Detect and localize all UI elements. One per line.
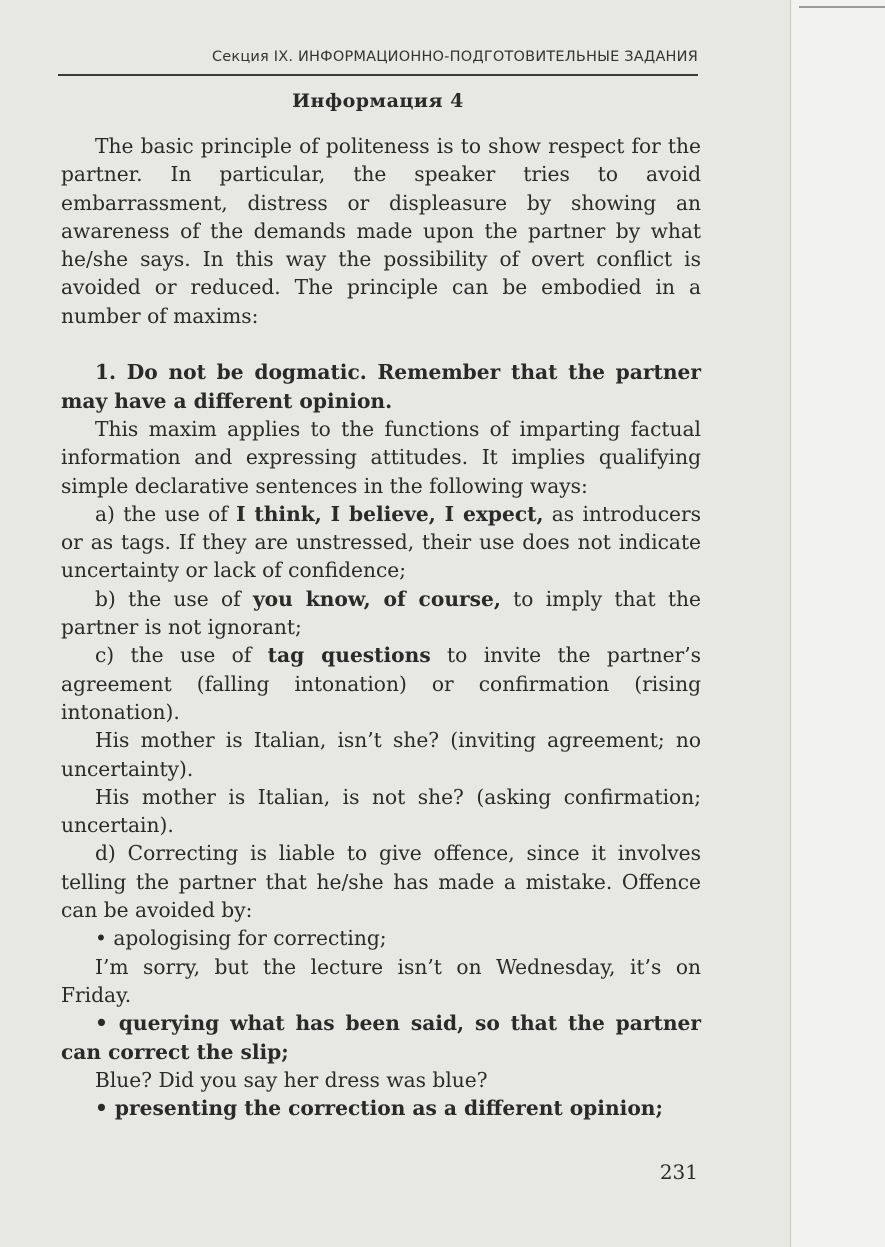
page-number: 231 bbox=[659, 1160, 698, 1184]
item-c-post: to invite the partner’s agreement (falling intonation) or confirmation (rising intonation). bbox=[61, 643, 701, 724]
item-a bbox=[61, 500, 701, 585]
example-2: His mother is Italian, is not she? (asking confirmation; uncertain). bbox=[61, 784, 701, 838]
item-c bbox=[61, 641, 701, 726]
maxim-1-heading bbox=[61, 358, 701, 415]
item-b-post: to imply that the partner is not ignorant; bbox=[61, 586, 701, 640]
item-a-bold: I think, I believe, I expect, bbox=[236, 501, 544, 526]
bullet-2-text: • querying what has been said, so that the partner can correct the slip; bbox=[61, 1011, 701, 1064]
bullet-3 bbox=[61, 1094, 701, 1122]
example-1: His mother is Italian, isn’t she? (inviting agreement; no uncertainty). bbox=[61, 728, 701, 781]
example-4: Blue? Did you say her dress was blue? bbox=[95, 1067, 488, 1092]
item-b bbox=[61, 585, 701, 642]
item-d: d) Correcting is liable to give offence, since it involves telling the partner that he/she has made a mistake. Offence can be avoided by: bbox=[61, 841, 701, 923]
section-title: Информация 4 bbox=[292, 90, 464, 112]
bullet-2 bbox=[61, 1009, 701, 1066]
item-a-pre: a) the use of bbox=[95, 501, 237, 526]
maxim-1-paragraph: This maxim applies to the functions of imparting factual information and expressing attitudes. It implies qualifying simple declarative sentences in the following ways: bbox=[61, 416, 701, 498]
running-head: Секция IX. ИНФОРМАЦИОННО-ПОДГОТОВИТЕЛЬНЫЕ ЗАДАНИЯ bbox=[211, 49, 698, 65]
example-3: I’m sorry, but the lecture isn’t on Wednesday, it’s on Friday. bbox=[61, 954, 701, 1007]
item-c-bold: tag questions bbox=[267, 643, 431, 668]
bullet-3-text: • presenting the correction as a different opinion; bbox=[95, 1096, 663, 1121]
header-rule bbox=[58, 74, 698, 76]
adjacent-page-strip bbox=[790, 0, 885, 1247]
intro-paragraph: The basic principle of politeness is to show respect for the partner. In particular, the speaker tries to avoid embarrassment, distress or displeasure by showing an awareness of the demands made upon the partner by what he/she says. In this way the possibility of overt conflict is avoided or reduced. The principle can be embodied in a number of maxims: bbox=[61, 134, 701, 328]
item-b-bold: you know, of course, bbox=[252, 586, 501, 611]
body-text bbox=[61, 132, 701, 1122]
bullet-1: • apologising for correcting; bbox=[95, 926, 387, 951]
item-b-pre: b) the use of bbox=[95, 586, 253, 611]
strip-top-line bbox=[799, 6, 885, 8]
maxim-1-heading-text: 1. Do not be dogmatic. Remember that the partner may have a different opinion. bbox=[61, 360, 701, 413]
item-c-pre: c) the use of bbox=[95, 643, 268, 668]
item-a-post: as introducers or as tags. If they are unstressed, their use does not indicate uncertainty or lack of confidence; bbox=[61, 501, 702, 583]
